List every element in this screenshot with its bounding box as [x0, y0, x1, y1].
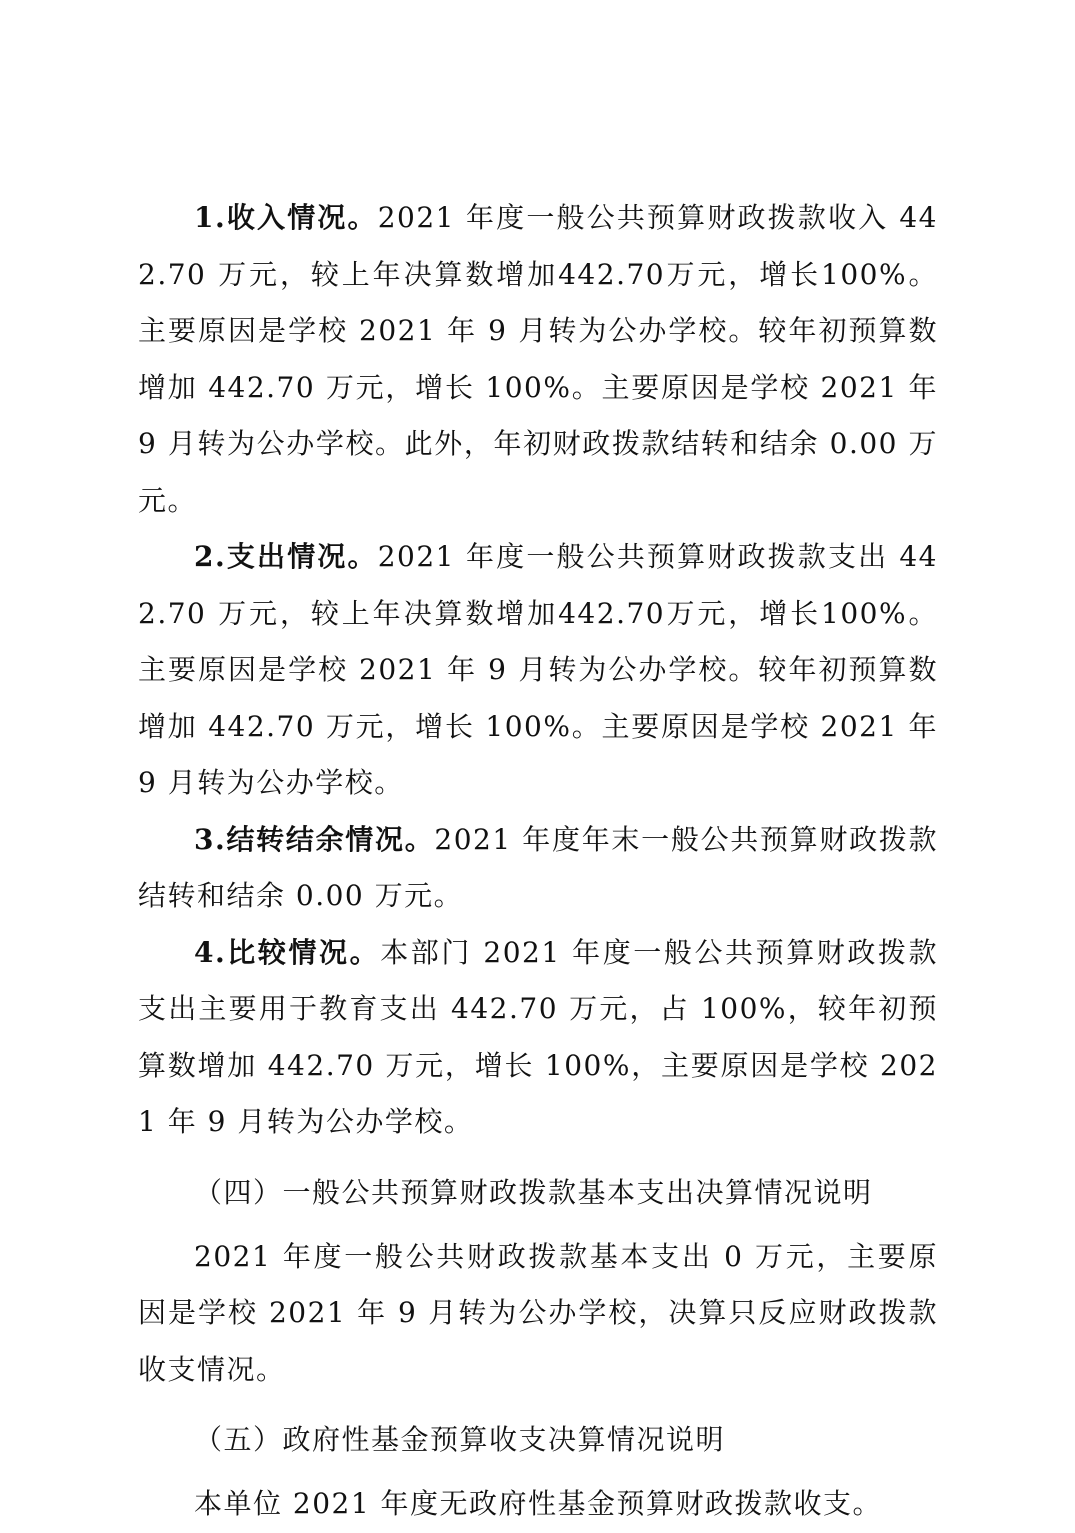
- income-lead: 1.收入情况。: [194, 201, 378, 234]
- document-body: [138, 190, 938, 1533]
- income-text: 2021 年度一般公共预算财政拨款收入 442.70 万元，较上年决算数增加442.70万元，增长100%。主要原因是学校 2021 年 9 月转为公办学校。较年初预算数增加 442.70 万元，增长 100%。主要原因是学校 2021 年 9 月转为公办学校。此外，年初财政拨款结转和结余 0.00 万元。: [138, 201, 938, 517]
- comparison-paragraph: [138, 925, 938, 1151]
- gov-fund-paragraph: 本单位 2021 年度无政府性基金预算财政拨款收支。: [194, 1487, 883, 1520]
- basic-expense-paragraph: 2021 年度一般公共财政拨款基本支出 0 万元，主要原因是学校 2021 年 9 月转为公办学校，决算只反应财政拨款收支情况。: [138, 1239, 938, 1386]
- gov-fund-heading: （五）政府性基金预算收支决算情况说明: [194, 1423, 726, 1456]
- carryover-text: 2021 年度年末一般公共预算财政拨款结转和结余 0.00 万元。: [138, 822, 938, 912]
- comparison-lead: 4.比较情况。: [194, 935, 381, 969]
- basic-expense-heading: （四）一般公共预算财政拨款基本支出决算情况说明: [194, 1175, 873, 1209]
- expense-text: 2021 年度一般公共预算财政拨款支出 442.70 万元，较上年决算数增加442.70万元，增长100%。主要原因是学校 2021 年 9 月转为公办学校。较年初预算数增加 442.70 万元，增长 100%。主要原因是学校 2021 年 9 月转为公办学校。: [138, 540, 938, 799]
- income-paragraph: [138, 190, 938, 529]
- comparison-text: 本部门 2021 年度一般公共预算财政拨款支出主要用于教育支出 442.70 万元，占 100%，较年初预算数增加 442.70 万元，增长 100%，主要原因是学校 2021 年 9 月转为公办学校。: [138, 935, 939, 1138]
- carryover-paragraph: [138, 812, 938, 925]
- expense-lead: 2.支出情况。: [194, 540, 378, 573]
- carryover-lead: 3.结转结余情况。: [194, 822, 435, 856]
- expense-paragraph: [138, 529, 938, 812]
